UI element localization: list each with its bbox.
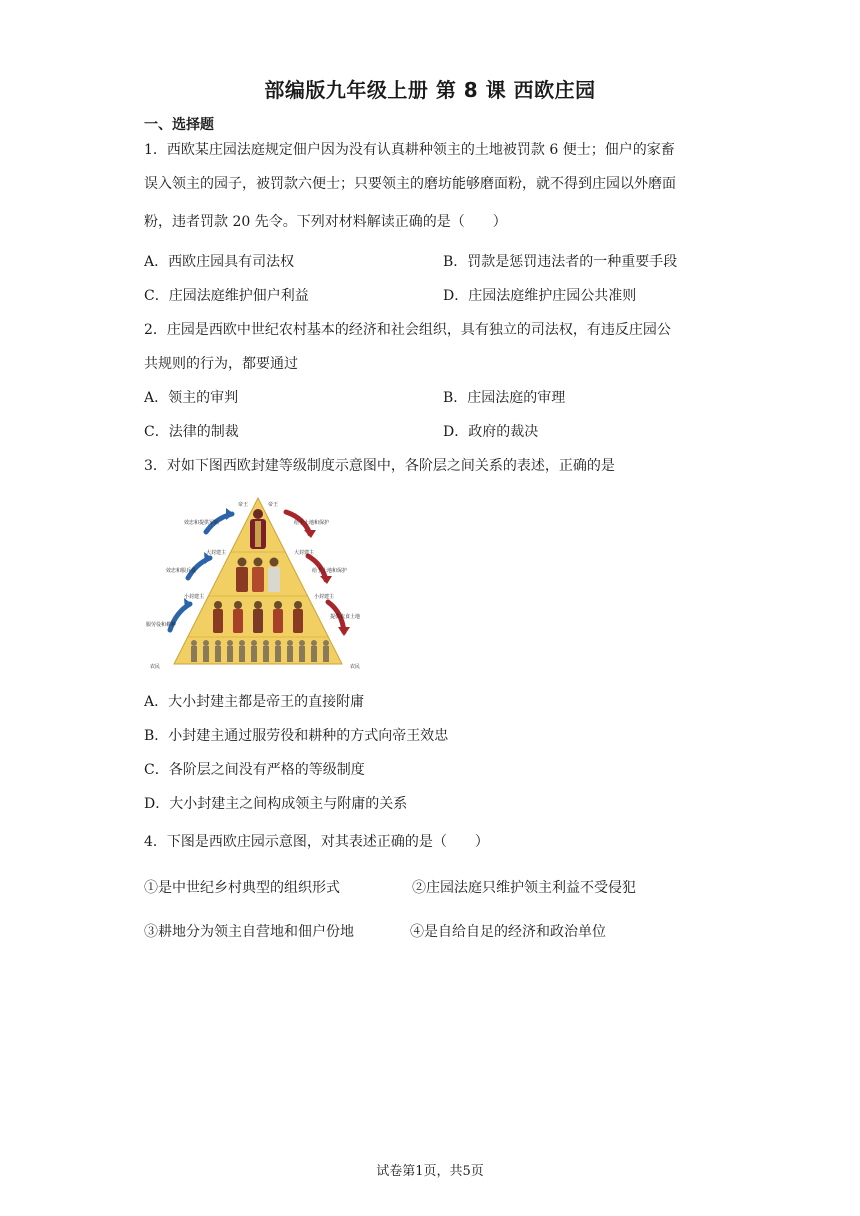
page-title: 部编版九年级上册 第 8 课 西欧庄园 (264, 78, 596, 102)
label-arrow-r3: 提供衣食土地 (330, 614, 361, 620)
q3-option-d: D．大小封建主之间构成领主与附庸的关系 (144, 796, 408, 812)
q1-option-a: A．西欧庄园具有司法权 (144, 254, 295, 270)
q3-option-c: C．各阶层之间没有严格的等级制度 (144, 762, 365, 778)
q3-option-a: A．大小封建主都是帝王的直接附庸 (144, 694, 365, 710)
q2-option-d: D．政府的裁决 (443, 424, 539, 440)
great-lord-figures (236, 558, 280, 593)
label-left-top: 帝王 (238, 502, 249, 508)
label-right-mid: 大封建主 (294, 550, 315, 556)
label-arrow-l3: 服劳役和耕种 (146, 622, 177, 628)
page-footer: 试卷第1页，共5页 (376, 1164, 484, 1179)
q2-option-b: B．庄园法庭的审理 (443, 390, 566, 406)
q1-stem-line3: 粉，违者罚款 20 先令。下列对材料解读正确的是（ ） (144, 214, 507, 230)
q2-option-c: C．法律的制裁 (144, 424, 239, 440)
label-arrow-l2: 效忠和服兵役 (166, 568, 197, 574)
label-arrow-r1: 给予土地和保护 (294, 520, 330, 526)
q3-option-b: B．小封建主通过服劳役和耕种的方式向帝王效忠 (144, 728, 449, 744)
q4-stem: 4．下图是西欧庄园示意图，对其表述正确的是（ ） (144, 834, 489, 850)
q2-stem-line2: 共规则的行为，都要通过 (144, 356, 298, 372)
q3-stem: 3．对如下图西欧封建等级制度示意图中，各阶层之间关系的表述，正确的是 (144, 458, 615, 474)
label-right-bottom: 农民 (350, 664, 361, 670)
label-arrow-r2: 给予土地和保护 (312, 568, 348, 574)
label-left-low: 小封建主 (184, 594, 205, 600)
section-heading: 一、选择题 (144, 117, 214, 133)
q2-stem-line1: 2．庄园是西欧中世纪农村基本的经济和社会组织，具有独立的司法权，有违反庄园公 (144, 322, 671, 338)
label-left-mid: 大封建主 (206, 550, 227, 556)
q4-statement-1: ①是中世纪乡村典型的组织形式 (144, 880, 340, 896)
label-left-bottom: 农民 (150, 664, 161, 670)
label-arrow-l1: 效忠和提供军队 (184, 520, 220, 526)
q4-statement-3: ③耕地分为领主自营地和佃户份地 (144, 924, 354, 940)
feudal-hierarchy-figure (144, 492, 372, 672)
q1-option-d: D．庄园法庭维护庄园公共准则 (443, 288, 637, 304)
q4-statement-4: ④是自给自足的经济和政治单位 (410, 924, 606, 940)
q4-statement-2: ②庄园法庭只维护领主利益不受侵犯 (412, 880, 636, 896)
q1-stem-line1: 1．西欧某庄园法庭规定佃户因为没有认真耕种领主的土地被罚款 6 便士；佃户的家畜 (144, 142, 675, 158)
q1-option-c: C．庄园法庭维护佃户利益 (144, 288, 309, 304)
label-right-top: 帝王 (268, 502, 279, 508)
q2-option-a: A．领主的审判 (144, 390, 239, 406)
label-right-low: 小封建主 (314, 594, 335, 600)
feudal-pyramid-diagram (144, 492, 372, 672)
q1-option-b: B．罚款是惩罚违法者的一种重要手段 (443, 254, 678, 270)
q1-stem-line2: 误入领主的园子，被罚款六便士；只要领主的磨坊能够磨面粉，就不得到庄园以外磨面 (144, 176, 676, 192)
